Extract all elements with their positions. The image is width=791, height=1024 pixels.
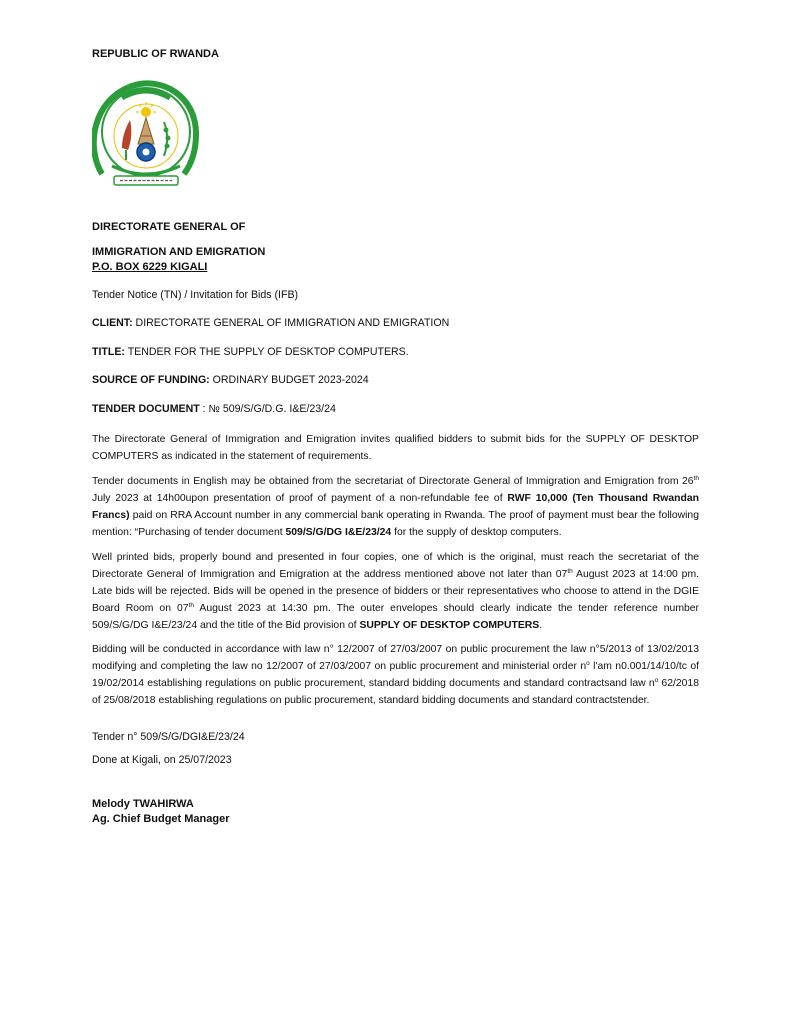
tender-reference: 509/S/G/DG I&E/23/24 — [285, 527, 392, 538]
signatory-title: Ag. Chief Budget Manager — [92, 813, 230, 825]
title-label: TITLE: — [92, 346, 125, 358]
postal-address: P.O. BOX 6229 KIGALI — [92, 261, 208, 273]
paragraph-tender-documents: Tender documents in English may be obtained from the secretariat of Directorate General of Immigration and Emigration from 26th July 2023 at 14h00upon presentation of proof of payment of a non-refundable fee of RWF 10,000 (Ten Thousand Rwandan Francs) paid on RRA Account number in any commercial bank operating in Rwanda. The proof of payment must bear the following mention: “Purchasing of tender document 509/S/G/DG I&E/23/24 for the supply of desktop computers. — [92, 475, 699, 538]
org-line-2: IMMIGRATION AND EMIGRATION — [92, 246, 266, 258]
funding-value: ORDINARY BUDGET 2023-2024 — [209, 374, 369, 386]
client-label: CLIENT: — [92, 317, 133, 329]
paragraph-submission: Well printed bids, properly bound and presented in four copies, one of which is the original, must reach the secretariat of the Directorate General of Immigration and Emigration at the address mentioned above not later than 07th August 2023 at 14:00 pm. Late bids will be rejected. Bids will be opened in the presence of bidders or their representatives who choose to attend in the DGIE Board Room on 07th August 2023 at 14:30 pm. The outer envelopes should clearly indicate the tender reference number 509/S/G/DG I&E/23/24 and the title of the Bid provision of SUPPLY OF DESKTOP COMPUTERS. — [92, 552, 699, 631]
document-label: TENDER DOCUMENT — [92, 403, 200, 415]
paragraph-invitation: The Directorate General of Immigration and Emigration invites qualified bidders to submit bids for the SUPPLY OF DESKTOP COMPUTERS as indicated in the statement of requirements. — [92, 434, 699, 462]
client-line — [92, 316, 449, 330]
title-value: TENDER FOR THE SUPPLY OF DESKTOP COMPUTERS. — [124, 346, 409, 358]
bid-provision-title: SUPPLY OF DESKTOP COMPUTERS — [359, 620, 540, 631]
client-value: DIRECTORATE GENERAL OF IMMIGRATION AND EMIGRATION — [132, 317, 450, 329]
funding-line — [92, 373, 369, 387]
tender-number: Tender n° 509/S/G/DGI&E/23/24 — [92, 731, 245, 743]
republic-heading: REPUBLIC OF RWANDA — [92, 48, 219, 60]
org-line-1: DIRECTORATE GENERAL OF — [92, 221, 246, 233]
notice-type: Tender Notice (TN) / Invitation for Bids (IFB) — [92, 289, 299, 301]
rwanda-coat-of-arms-emblem — [92, 78, 200, 194]
signatory-name: Melody TWAHIRWA — [92, 798, 194, 810]
title-line — [92, 345, 409, 359]
funding-label: SOURCE OF FUNDING: — [92, 374, 210, 386]
fee-amount: RWF 10,000 (Ten Thousand Rwandan Francs) — [92, 493, 699, 521]
paragraph-legal-basis: Bidding will be conducted in accordance with law n° 12/2007 of 27/03/2007 on public procurement the law n°5/2013 of 13/02/2013 modifying and completing the law no 12/2007 of 27/03/2007 on public procurement and ministerial order $n^o$ l'am n0.001/14/10/tc of 19/02/2014 establishing regulations on public procurement, standard bidding documents and standard contractsand law $n^o$ 62/2018 of 25/08/2018 establishing regulations on public procurement, standard bidding documents and standard contractstender. — [92, 644, 699, 706]
done-at-date: Done at Kigali, on 25/07/2023 — [92, 754, 232, 766]
document-value: : № 509/S/G/D.G. I&E/23/24 — [199, 403, 336, 415]
document-line — [92, 402, 336, 416]
